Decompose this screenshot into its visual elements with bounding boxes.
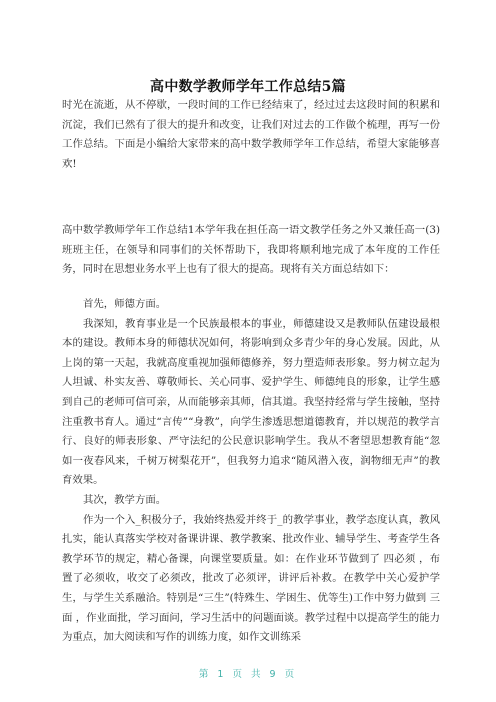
intro-paragraph: 时光在流逝，从不停歇，一段时间的工作已经结束了，经过过去这段时间的积累和沉淀，我们已然有了很大的提升和改变，让我们对过去的工作做个梳理，再写一份工作总结。下面是小编给大家带来的高中数学教师学年工作总结，希望大家能够喜欢! bbox=[62, 99, 440, 170]
body-paragraphs bbox=[62, 295, 440, 648]
page-footer: 第 1 页 共 9 页 bbox=[198, 669, 298, 680]
body-paragraph-3: 其次，教学方面。 bbox=[83, 493, 167, 506]
body-paragraph-4: 作为一个入_积极分子，我始终热爱并终于_的教学事业，教学态度认真，教风扎实，能认真落实学校对备课讲课、教学教案、批改作业、辅导学生、考查学生各教学环节的规定，精心备课，向课堂要质量。如：在作业环节做到了 四必须 ，布置了必须收，收交了必须改，批改了必须评，讲评后补救。在教学中关心爱护学生，与学生关系融洽。特别是“三生”(特殊生、学困生、优等生)工作中努力做到 三面 ，作业面批，学习面问，学习生活中的问题面谈。教学过程中以提高学生的能力为重点，加大阅读和写作的训练力度，如作文训练采 bbox=[62, 513, 440, 644]
document-title: 高中数学教师学年工作总结5篇 bbox=[150, 79, 346, 95]
body-paragraph-2: 我深知，教育事业是一个民族最根本的事业，师德建设又是教师队伍建设最根本的建设。教师本身的师德状况如何，将影响到众多青少年的身心发展。因此，从上岗的第一天起，我就高度重视加强师德修养，努力塑造师表形象。努力树立起为人坦诚、朴实友善、尊敬师长、关心同事、爱护学生、师德纯良的形象，让学生感到自己的老师可信可亲，从而能够亲其师，信其道。我坚持经常与学生接触，坚持注重教书育人。通过“言传”“身教”，向学生渗透思想道德教育，并以规范的教学言行、良好的师表形象、严守法纪的公民意识影响学生。我从不奢望思想教育能“忽如一夜春风来，千树万树梨花开”，但我努力追求“随风潜入夜，润物细无声”的教育效果。 bbox=[62, 317, 440, 487]
body-paragraph-1: 首先，师德方面。 bbox=[83, 298, 167, 310]
section-intro-paragraph: 高中数学教师学年工作总结1本学年我在担任高一语文教学任务之外又兼任高一(3)班班主任，在领导和同事们的关怀帮助下，我即将顺利地完成了本年度的工作任务，同时在思想业务水平上也有了很大的提高。现将有关方面总结如下： bbox=[62, 224, 440, 276]
